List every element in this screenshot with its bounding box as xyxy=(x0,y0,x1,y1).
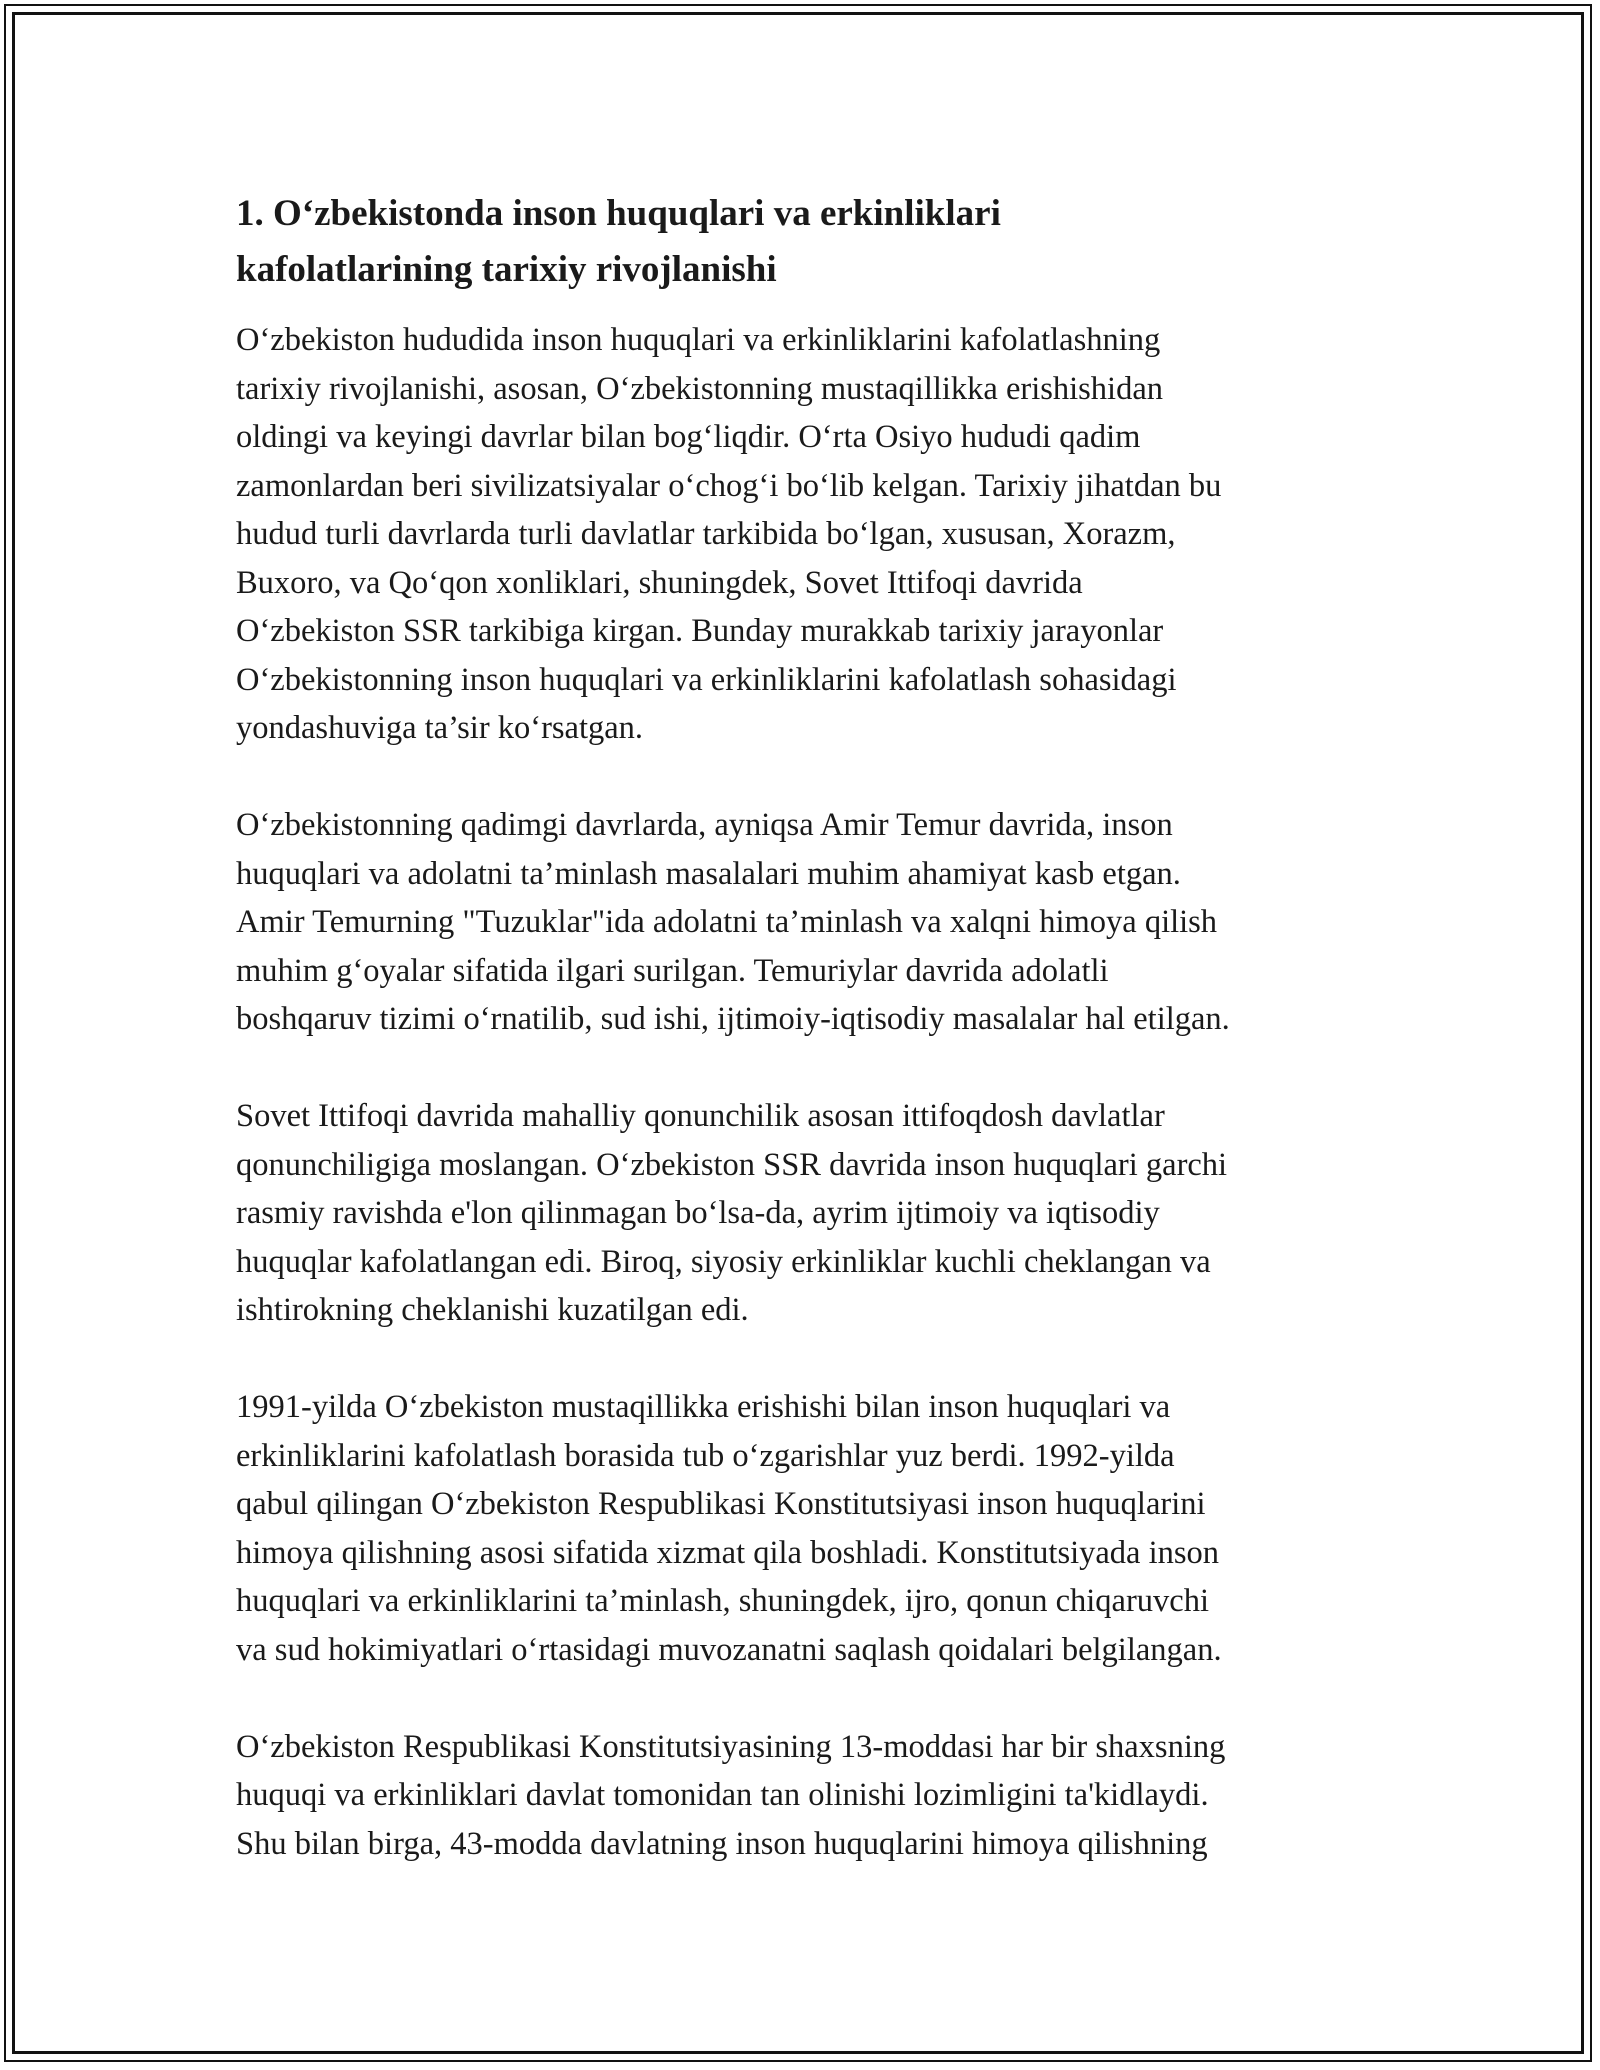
text-line: qabul qilingan O‘zbekiston Respublikasi Konstitutsiyasi inson huquqlarini xyxy=(236,1486,1206,1522)
text-line: huquqlar kafolatlangan edi. Biroq, siyosiy erkinliklar kuchli cheklangan va xyxy=(236,1243,1211,1280)
text-line: boshqaruv tizimi o‘rnatilib, sud ishi, ijtimoiy-iqtisodiy masalalar hal etilgan. xyxy=(236,1001,1230,1037)
text-line: huquqlari va adolatni ta’minlash masalalari muhim ahamiyat kasb etgan. xyxy=(236,855,1181,892)
text-line: yondashuviga ta’sir ko‘rsatgan. xyxy=(236,710,644,746)
heading-line: 1. O‘zbekistonda inson huquqlari va erkinliklari xyxy=(236,193,1001,234)
paragraph-amir-temur xyxy=(236,801,1370,1044)
text-line: ishtirokning cheklanishi kuzatilgan edi. xyxy=(236,1292,749,1328)
text-line: O‘zbekiston SSR tarkibiga kirgan. Bunday murakkab tarixiy jarayonlar xyxy=(236,613,1164,649)
text-line: qonunchiligiga moslangan. O‘zbekiston SSR davrida inson huquqlari garchi xyxy=(236,1146,1228,1183)
text-line: oldingi va keyingi davrlar bilan bog‘liqdir. O‘rta Osiyo hududi qadim xyxy=(236,419,1141,455)
text-line: Shu bilan birga, 43-modda davlatning inson huquqlarini himoya qilishning xyxy=(236,1825,1208,1862)
section-heading xyxy=(236,186,1370,298)
text-line: zamonlardan beri sivilizatsiyalar o‘chog‘i bo‘lib kelgan. Tarixiy jihatdan bu xyxy=(236,467,1222,504)
text-line: O‘zbekistonning inson huquqlari va erkinliklarini kafolatlash sohasidagi xyxy=(236,661,1177,698)
paragraph-origins xyxy=(236,316,1370,753)
text-line: O‘zbekiston Respublikasi Konstitutsiyasining 13-moddasi har bir shaxsning xyxy=(236,1728,1226,1765)
text-line: tarixiy rivojlanishi, asosan, O‘zbekistonning mustaqillikka erishishidan xyxy=(236,370,1164,407)
text-line: va sud hokimiyatlari o‘rtasidagi muvozanatni saqlash qoidalari belgilangan. xyxy=(236,1631,1222,1668)
text-line: rasmiy ravishda e'lon qilinmagan bo‘lsa-da, ayrim ijtimoiy va iqtisodiy xyxy=(236,1195,1160,1231)
paragraph-constitution-articles xyxy=(236,1723,1370,1869)
text-line: muhim g‘oyalar sifatida ilgari surilgan. Temuriylar davrida adolatli xyxy=(236,952,1109,989)
paragraph-independence xyxy=(236,1383,1370,1674)
text-line: huquqlari va erkinliklarini ta’minlash, shuningdek, ijro, qonun chiqaruvchi xyxy=(236,1583,1209,1619)
text-line: himoya qilishning asosi sifatida xizmat qila boshladi. Konstitutsiyada inson xyxy=(236,1534,1220,1571)
text-line: erkinliklarini kafolatlash borasida tub o‘zgarishlar yuz berdi. 1992-yilda xyxy=(236,1437,1175,1474)
text-line: O‘zbekiston hududida inson huquqlari va erkinliklarini kafolatlashning xyxy=(236,322,1161,358)
text-line: O‘zbekistonning qadimgi davrlarda, ayniqsa Amir Temur davrida, inson xyxy=(236,807,1173,843)
text-line: Sovet Ittifoqi davrida mahalliy qonunchilik asosan ittifoqdosh davlatlar xyxy=(236,1098,1165,1134)
paragraph-soviet-era xyxy=(236,1092,1370,1335)
text-line: Amir Temurning "Tuzuklar"ida adolatni ta’minlash va xalqni himoya qilish xyxy=(236,904,1218,940)
text-line: huquqi va erkinliklari davlat tomonidan tan olinishi lozimligini ta'kidlaydi. xyxy=(236,1777,1209,1813)
heading-line: kafolatlarining tarixiy rivojlanishi xyxy=(236,249,777,290)
text-line: Buxoro, va Qo‘qon xonliklari, shuningdek, Sovet Ittifoqi davrida xyxy=(236,564,1083,601)
document-body xyxy=(236,186,1370,1917)
text-line: hudud turli davrlarda turli davlatlar tarkibida bo‘lgan, xususan, Xorazm, xyxy=(236,516,1176,552)
text-line: 1991-yilda O‘zbekiston mustaqillikka erishishi bilan inson huquqlari va xyxy=(236,1389,1171,1425)
